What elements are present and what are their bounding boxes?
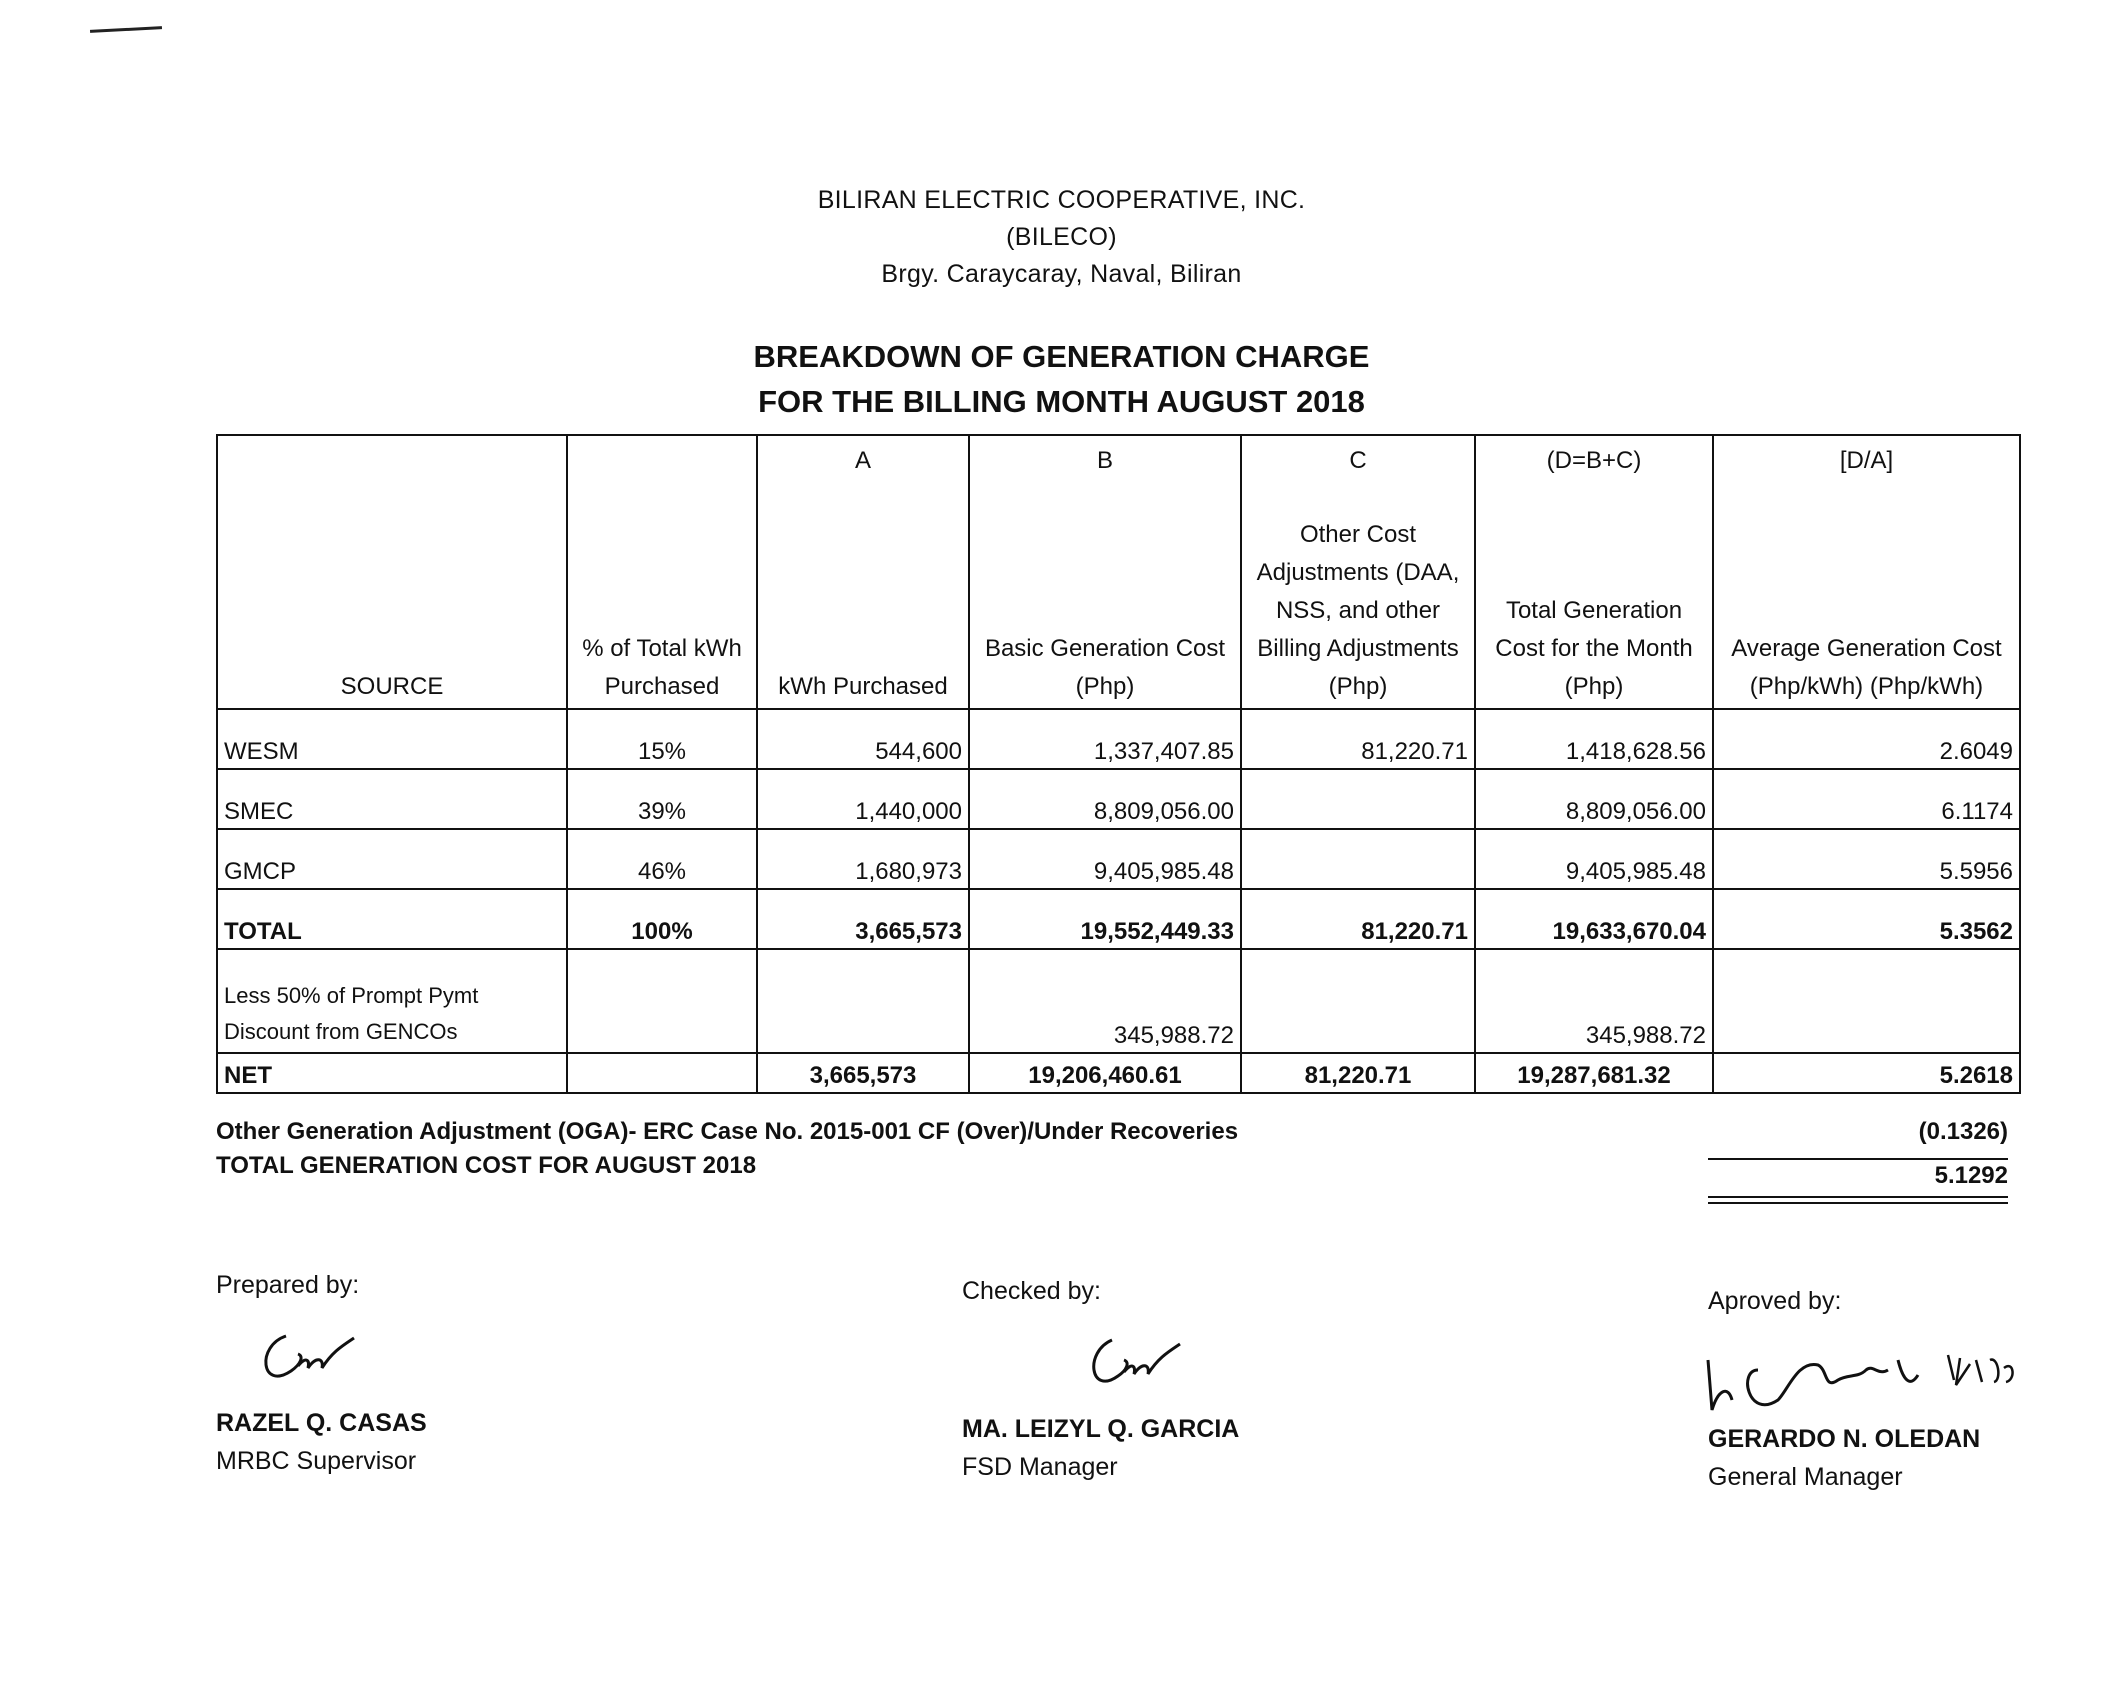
cell-total: 8,809,056.00 bbox=[1475, 769, 1713, 829]
cell-pct: 15% bbox=[567, 709, 757, 769]
org-name: BILIRAN ELECTRIC COOPERATIVE, INC. bbox=[817, 186, 1306, 214]
table-row-net bbox=[217, 1053, 2020, 1093]
col-total-cost: (D=B+C) Total Generation Cost for the Month (Php) bbox=[1475, 435, 1713, 709]
checked-by-title: FSD Manager bbox=[962, 1453, 1118, 1481]
prepared-by-name: RAZEL Q. CASAS bbox=[216, 1409, 427, 1437]
oga-label: Other Generation Adjustment (OGA)- ERC Case No. 2015-001 CF (Over)/Under Recoveries bbox=[216, 1118, 1239, 1145]
cell-source: GMCP bbox=[217, 829, 567, 889]
generation-charge-table bbox=[216, 434, 2021, 1094]
cell-other: 81,220.71 bbox=[1241, 709, 1475, 769]
cell-source: WESM bbox=[217, 709, 567, 769]
scan-mark bbox=[90, 26, 162, 33]
table-row bbox=[217, 769, 2020, 829]
cell-total: 9,405,985.48 bbox=[1475, 829, 1713, 889]
cell-total: 345,988.72 bbox=[1475, 949, 1713, 1053]
cell-source: NET bbox=[217, 1053, 567, 1093]
col-pct: % of Total kWh Purchased bbox=[567, 435, 757, 709]
org-address: Brgy. Caraycaray, Naval, Biliran bbox=[881, 260, 1242, 288]
checked-signature bbox=[962, 1310, 1239, 1410]
approved-signature bbox=[1708, 1320, 1980, 1420]
title-line-1: BREAKDOWN OF GENERATION CHARGE bbox=[753, 339, 1370, 374]
cell-avg: 6.1174 bbox=[1713, 769, 2020, 829]
total-double-rule-top bbox=[1708, 1196, 2008, 1198]
oga-value: (0.1326) bbox=[1918, 1118, 2008, 1145]
cell-kwh: 1,680,973 bbox=[757, 829, 969, 889]
approved-by-name: GERARDO N. OLEDAN bbox=[1708, 1425, 1981, 1453]
cell-kwh: 3,665,573 bbox=[757, 889, 969, 949]
cell-pct: 39% bbox=[567, 769, 757, 829]
cell-kwh: 1,440,000 bbox=[757, 769, 969, 829]
cell-pct bbox=[567, 1053, 757, 1093]
prepared-by-label: Prepared by: bbox=[216, 1271, 360, 1299]
cell-total: 19,287,681.32 bbox=[1475, 1053, 1713, 1093]
cell-basic: 9,405,985.48 bbox=[969, 829, 1241, 889]
cell-other: 81,220.71 bbox=[1241, 1053, 1475, 1093]
cell-avg: 2.6049 bbox=[1713, 709, 2020, 769]
cell-basic: 19,552,449.33 bbox=[969, 889, 1241, 949]
cell-pct: 100% bbox=[567, 889, 757, 949]
cell-other bbox=[1241, 829, 1475, 889]
cell-avg: 5.2618 bbox=[1713, 1053, 2020, 1093]
cell-other bbox=[1241, 949, 1475, 1053]
checked-by-block bbox=[962, 1272, 1239, 1486]
cell-total: 1,418,628.56 bbox=[1475, 709, 1713, 769]
total-double-rule-bottom bbox=[1708, 1202, 2008, 1204]
cell-kwh: 3,665,573 bbox=[757, 1053, 969, 1093]
col-kwh: A kWh Purchased bbox=[757, 435, 969, 709]
table-row bbox=[217, 829, 2020, 889]
approved-by-label: Aproved by: bbox=[1708, 1287, 1842, 1315]
title-line-2: FOR THE BILLING MONTH AUGUST 2018 bbox=[758, 384, 1365, 419]
cell-other bbox=[1241, 769, 1475, 829]
checked-by-name: MA. LEIZYL Q. GARCIA bbox=[962, 1415, 1240, 1443]
prepared-signature bbox=[216, 1304, 427, 1404]
total-cost-label: TOTAL GENERATION COST FOR AUGUST 2018 bbox=[216, 1152, 757, 1179]
document-title bbox=[0, 334, 2123, 424]
col-average-cost: [D/A] Average Generation Cost (Php/kWh) (Php/kWh) bbox=[1713, 435, 2020, 709]
approved-by-block bbox=[1708, 1282, 1980, 1496]
cell-basic: 8,809,056.00 bbox=[969, 769, 1241, 829]
org-abbr: (BILECO) bbox=[1006, 223, 1117, 251]
col-basic-cost: B Basic Generation Cost (Php) bbox=[969, 435, 1241, 709]
org-header bbox=[0, 182, 2123, 293]
table-row-discount bbox=[217, 949, 2020, 1053]
cell-avg: 5.3562 bbox=[1713, 889, 2020, 949]
signature-icon bbox=[1072, 1322, 1212, 1402]
cell-pct bbox=[567, 949, 757, 1053]
cell-avg: 5.5956 bbox=[1713, 829, 2020, 889]
table-row-total bbox=[217, 889, 2020, 949]
prepared-by-block bbox=[216, 1266, 427, 1480]
cell-pct: 46% bbox=[567, 829, 757, 889]
subtotal-rule bbox=[1708, 1158, 2008, 1160]
cell-source: TOTAL bbox=[217, 889, 567, 949]
cell-basic: 345,988.72 bbox=[969, 949, 1241, 1053]
cell-avg bbox=[1713, 949, 2020, 1053]
cell-basic: 1,337,407.85 bbox=[969, 709, 1241, 769]
signature-icon bbox=[246, 1316, 386, 1396]
total-cost-value: 5.1292 bbox=[1934, 1162, 2008, 1189]
cell-kwh bbox=[757, 949, 969, 1053]
approved-by-title: General Manager bbox=[1708, 1463, 1903, 1491]
prepared-by-title: MRBC Supervisor bbox=[216, 1447, 417, 1475]
table-header-row bbox=[217, 435, 2020, 709]
cell-basic: 19,206,460.61 bbox=[969, 1053, 1241, 1093]
cell-total: 19,633,670.04 bbox=[1475, 889, 1713, 949]
cell-source: Less 50% of Prompt Pymt Discount from GENCOs bbox=[217, 949, 567, 1053]
checked-by-label: Checked by: bbox=[962, 1277, 1101, 1305]
cell-other: 81,220.71 bbox=[1241, 889, 1475, 949]
signature-icon bbox=[1698, 1330, 2038, 1430]
col-other-adjustments: C Other Cost Adjustments (DAA, NSS, and other Billing Adjustments (Php) bbox=[1241, 435, 1475, 709]
col-source: SOURCE bbox=[217, 435, 567, 709]
table-row bbox=[217, 709, 2020, 769]
cell-kwh: 544,600 bbox=[757, 709, 969, 769]
cell-source: SMEC bbox=[217, 769, 567, 829]
